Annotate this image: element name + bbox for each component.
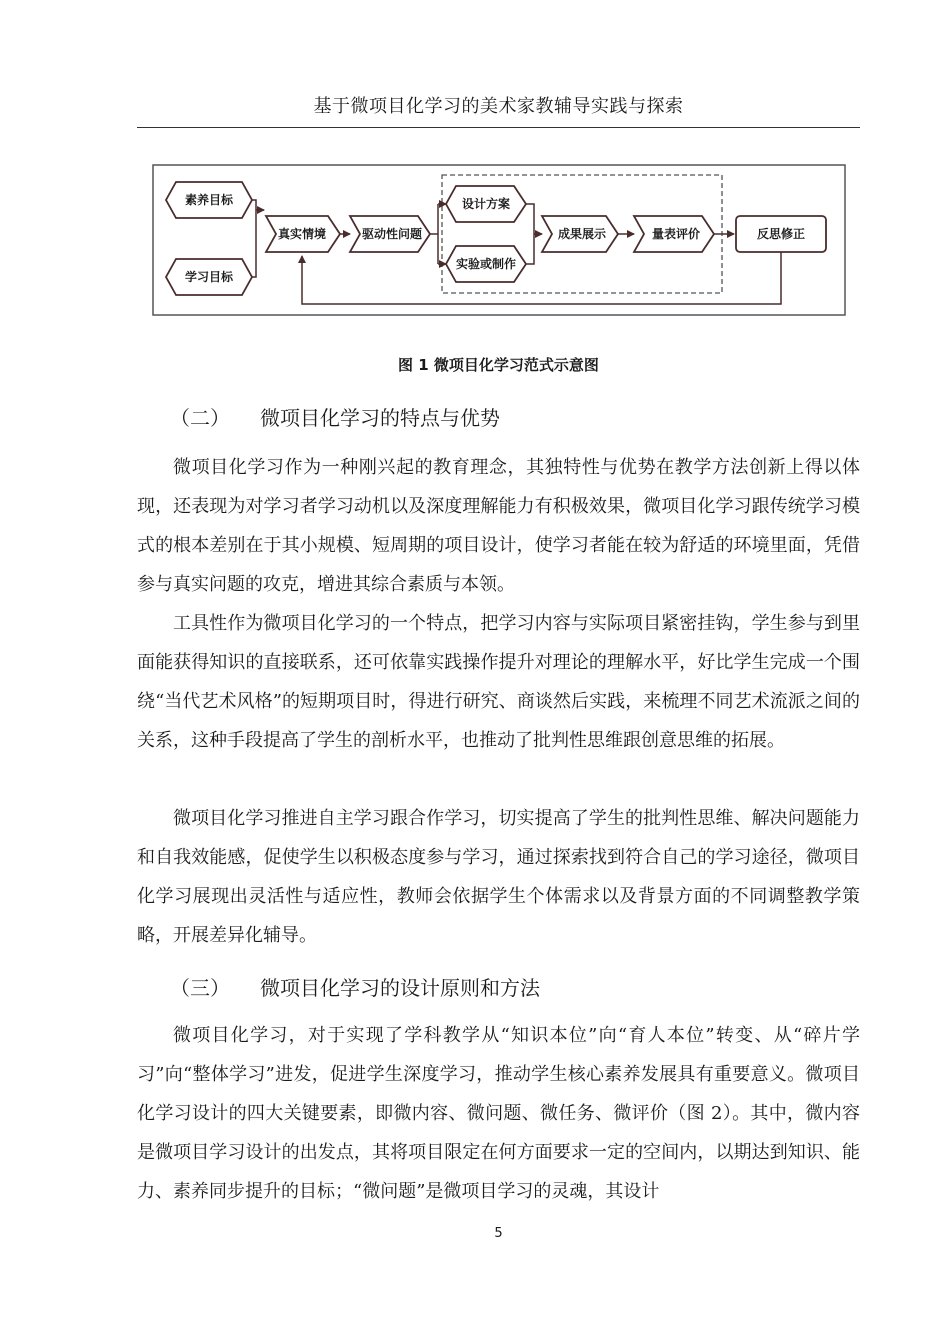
node-showcase-label: 成果展示 xyxy=(557,227,607,241)
running-header: 基于微项目化学习的美术家教辅导实践与探索 xyxy=(313,96,684,117)
section-title: 微项目化学习的设计原则和方法 xyxy=(260,976,540,1000)
node-learning-goal-label: 学习目标 xyxy=(184,270,234,284)
section-heading-2 xyxy=(170,402,500,431)
node-reflection-label: 反思修正 xyxy=(756,227,806,241)
node-driving-question-label: 驱动性问题 xyxy=(361,227,423,241)
page-number: 5 xyxy=(494,1226,503,1241)
node-experiment-label: 实验或制作 xyxy=(455,257,517,271)
section-number: （三） xyxy=(170,976,230,1000)
section-number: （二） xyxy=(170,406,230,430)
paragraph: 工具性作为微项目化学习的一个特点，把学习内容与实际项目紧密挂钩，学生参与到里面能获得知识的直接联系，还可依靠实践操作提升对理论的理解水平，好比学生完成一个围绕“当代艺术风格”的短期项目时，得进行研究、商谈然后实践，来梳理不同艺术流派之间的关系，这种手段提高了学生的剖析水平，也推动了批判性思维跟创意思维的拓展。 xyxy=(137,613,860,751)
flow-diagram xyxy=(150,162,850,324)
node-literacy-goal-label: 素养目标 xyxy=(184,193,234,207)
paragraph: 微项目化学习推进自主学习跟合作学习，切实提高了学生的批判性思维、解决问题能力和自我效能感，促使学生以积极态度参与学习，通过探索找到符合自己的学习途径，微项目化学习展现出灵活性与适应性，教师会依据学生个体需求以及背景方面的不同调整教学策略，开展差异化辅导。 xyxy=(137,808,860,946)
node-rubric-label: 量表评价 xyxy=(651,227,701,241)
paragraph: 微项目化学习作为一种刚兴起的教育理念，其独特性与优势在教学方法创新上得以体现，还表现为对学习者学习动机以及深度理解能力有积极效果，微项目化学习跟传统学习模式的根本差别在于其小规模、短周期的项目设计，使学习者能在较为舒适的环境里面，凭借参与真实问题的攻克，增进其综合素质与本领。 xyxy=(137,457,860,595)
paragraph: 微项目化学习，对于实现了学科教学从“知识本位”向“育人本位”转变、从“碎片学习”向“整体学习”进发，促进学生深度学习，推动学生核心素养发展具有重要意义。微项目化学习设计的四大关键要素，即微内容、微问题、微任务、微评价（图 2）。其中，微内容是微项目学习设计的出发点，其将项目限定在何方面要求一定的空间内，以期达到知识、能力、素养同步提升的目标；“微问题”是微项目学习的灵魂，其设计 xyxy=(137,1025,860,1202)
section-title: 微项目化学习的特点与优势 xyxy=(260,406,500,430)
figure-caption: 图 1 微项目化学习范式示意图 xyxy=(398,356,599,374)
header-divider xyxy=(137,127,860,128)
node-design-plan-label: 设计方案 xyxy=(461,197,511,211)
section-heading-3 xyxy=(170,972,540,1001)
node-real-situation-label: 真实情境 xyxy=(277,227,327,241)
